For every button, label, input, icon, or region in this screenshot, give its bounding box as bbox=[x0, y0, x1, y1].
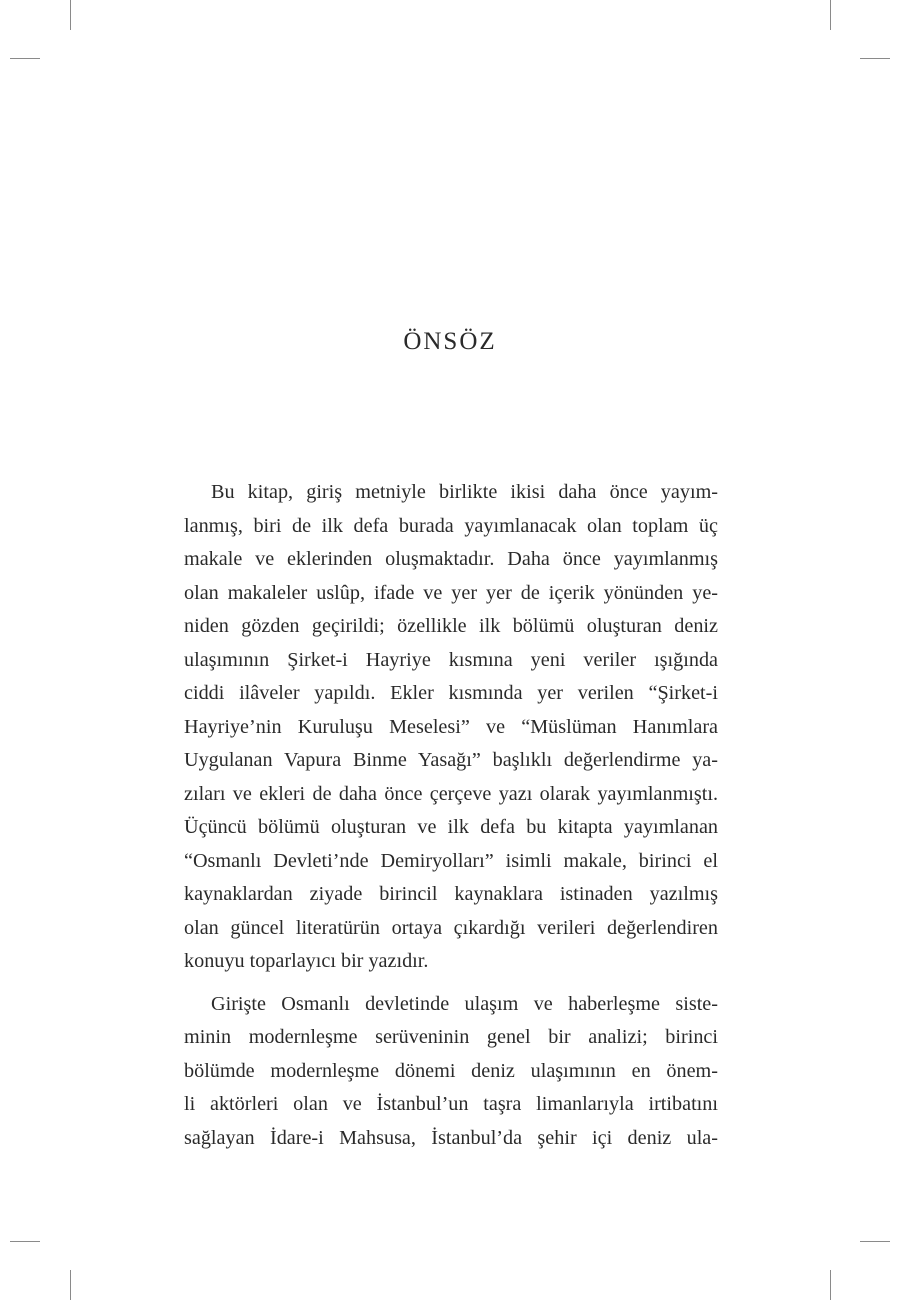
paragraph-gap bbox=[184, 979, 718, 988]
crop-mark-bottom-right bbox=[830, 1270, 831, 1300]
text-line: minin modernleşme serüveninin genel bir analizi; birinci bbox=[184, 1026, 718, 1048]
body-text bbox=[184, 476, 718, 1155]
text-line: olan makaleler uslûp, ifade ve yer yer de içerik yönünden ye- bbox=[184, 581, 718, 604]
text-line: Hayriye’nin Kuruluşu Meselesi” ve “Müslüman Hanımlara bbox=[184, 715, 718, 738]
text-line: lanmış, biri de ilk defa burada yayımlanacak olan toplam üç bbox=[184, 514, 718, 537]
text-line: ciddi ilâveler yapıldı. Ekler kısmında yer verilen “Şirket-i bbox=[184, 682, 718, 704]
text-line: makale ve eklerinden oluşmaktadır. Daha önce yayımlanmış bbox=[184, 548, 718, 570]
text-line: Girişte Osmanlı devletinde ulaşım ve haberleşme siste- bbox=[211, 992, 718, 1015]
paragraph-1 bbox=[184, 476, 718, 979]
text-line: Bu kitap, giriş metniyle birlikte ikisi daha önce yayım- bbox=[211, 481, 718, 503]
crop-mark-top-left bbox=[70, 0, 71, 30]
text-line: Uygulanan Vapura Binme Yasağı” başlıklı değerlendirme ya- bbox=[184, 749, 718, 771]
page-title: ÖNSÖZ bbox=[403, 328, 497, 355]
text-line: olan güncel literatürün ortaya çıkardığı verileri değerlendiren bbox=[184, 916, 718, 939]
crop-mark-left-bottom bbox=[10, 1241, 40, 1242]
crop-mark-top-right bbox=[830, 0, 831, 30]
text-line: “Osmanlı Devleti’nde Demiryolları” isimli makale, birinci el bbox=[184, 849, 718, 872]
crop-mark-right-bottom bbox=[860, 1241, 890, 1242]
text-line: Üçüncü bölümü oluşturan ve ilk defa bu kitapta yayımlanan bbox=[184, 816, 718, 838]
text-line: konuyu toparlayıcı bir yazıdır. bbox=[184, 950, 429, 972]
crop-mark-left-top bbox=[10, 58, 40, 59]
crop-mark-right-top bbox=[860, 58, 890, 59]
text-line: bölümde modernleşme dönemi deniz ulaşımının en önem- bbox=[184, 1059, 718, 1082]
text-line: zıları ve ekleri de daha önce çerçeve yazı olarak yayımlanmıştı. bbox=[184, 782, 718, 805]
text-line: li aktörleri olan ve İstanbul’un taşra limanlarıyla irtibatını bbox=[184, 1093, 718, 1115]
paragraph-2 bbox=[184, 988, 718, 1156]
crop-mark-bottom-left bbox=[70, 1270, 71, 1300]
text-line: sağlayan İdare-i Mahsusa, İstanbul’da şehir içi deniz ula- bbox=[184, 1126, 718, 1149]
text-line: niden gözden geçirildi; özellikle ilk bölümü oluşturan deniz bbox=[184, 615, 718, 637]
text-line: ulaşımının Şirket-i Hayriye kısmına yeni veriler ışığında bbox=[184, 648, 718, 671]
text-line: kaynaklardan ziyade birincil kaynaklara istinaden yazılmış bbox=[184, 883, 718, 905]
